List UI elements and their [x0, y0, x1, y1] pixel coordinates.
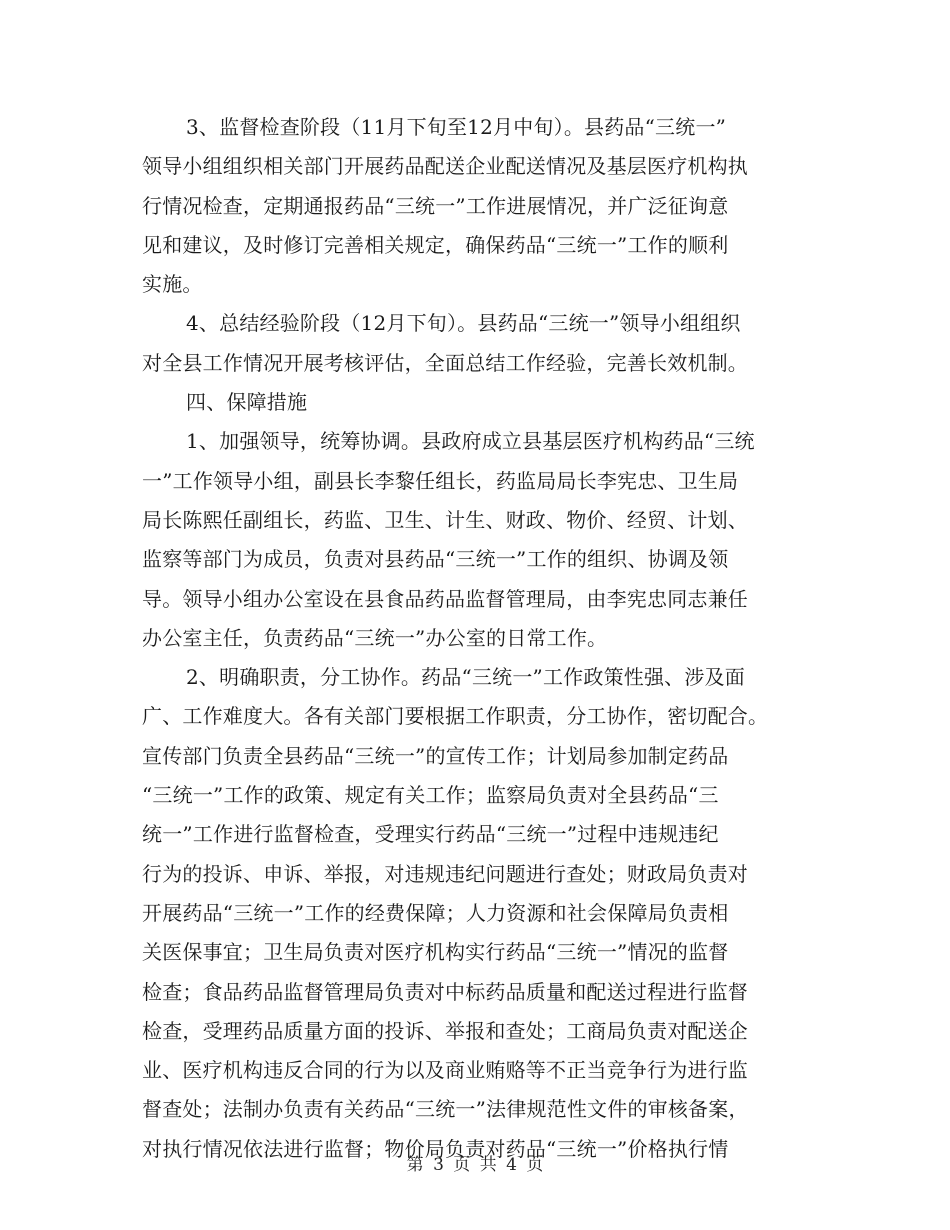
text-line: 2、明确职责，分工协作。药品“三统一”工作政策性强、涉及面 — [186, 665, 745, 690]
paragraph-stage-3 — [142, 108, 814, 304]
text-line: 一”工作领导小组，副县长李黎任组长，药监局局长李宪忠、卫生局 — [142, 468, 739, 493]
text-line: 对执行情况依法进行监督；物价局负责对药品“三统一”价格执行情 — [142, 1136, 729, 1161]
paragraph-stage-4 — [142, 304, 814, 383]
text-line: 行为的投诉、申诉、举报，对违规违纪问题进行查处；财政局负责对 — [142, 861, 748, 886]
section-heading-safeguards — [142, 383, 814, 422]
text-line: 1、加强领导，统筹协调。县政府成立县基层医疗机构药品“三统 — [186, 429, 755, 454]
text-line: 局长陈熙任副组长，药监、卫生、计生、财政、物价、经贸、计划、 — [142, 507, 748, 532]
text-line: 广、工作难度大。各有关部门要根据工作职责，分工协作，密切配合。 — [142, 704, 769, 729]
text-line: 督查处；法制办负责有关药品“三统一”法律规范性文件的审核备案， — [142, 1097, 749, 1122]
text-line: 业、医疗机构违反合同的行为以及商业贿赂等不正当竞争行为进行监 — [142, 1058, 748, 1083]
paragraph-measure-1 — [142, 422, 814, 658]
text-line: 办公室主任，负责药品“三统一”办公室的日常工作。 — [142, 625, 608, 650]
text-line: 见和建议，及时修订完善相关规定，确保药品“三统一”工作的顺利 — [142, 232, 729, 257]
text-line: 领导小组组织相关部门开展药品配送企业配送情况及基层医疗机构执 — [142, 154, 748, 179]
text-line: “三统一”工作的政策、规定有关工作；监察局负责对全县药品“三 — [142, 783, 719, 808]
document-body — [142, 108, 814, 1169]
text-line: 导。领导小组办公室设在县食品药品监督管理局，由李宪忠同志兼任 — [142, 586, 748, 611]
text-line: 对全县工作情况开展考核评估，全面总结工作经验，完善长效机制。 — [142, 350, 748, 375]
text-line: 行情况检查，定期通报药品“三统一”工作进展情况，并广泛征询意 — [142, 193, 729, 218]
text-line: 3、监督检查阶段（11月下旬至12月中旬）。县药品“三统一” — [186, 115, 727, 139]
page-number-footer: 第 3 页 共 4 页 — [406, 1155, 544, 1175]
paragraph-measure-2 — [142, 658, 814, 1169]
section-heading: 四、保障措施 — [186, 390, 308, 415]
text-line: 统一”工作进行监督检查，受理实行药品“三统一”过程中违规违纪 — [142, 822, 719, 847]
text-line: 开展药品“三统一”工作的经费保障；人力资源和社会保障局负责相 — [142, 900, 729, 925]
text-line: 实施。 — [142, 272, 203, 297]
text-line: 检查；食品药品监督管理局负责对中标药品质量和配送过程进行监督 — [142, 979, 748, 1004]
text-line: 监察等部门为成员，负责对县药品“三统一”工作的组织、协调及领 — [142, 547, 729, 572]
text-line: 关医保事宜；卫生局负责对医疗机构实行药品“三统一”情况的监督 — [142, 940, 729, 965]
text-line: 4、总结经验阶段（12月下旬）。县药品“三统一”领导小组组织 — [186, 311, 741, 336]
text-line: 宣传部门负责全县药品“三统一”的宣传工作；计划局参加制定药品 — [142, 743, 729, 768]
text-line: 检查，受理药品质量方面的投诉、举报和查处；工商局负责对配送企 — [142, 1018, 748, 1043]
